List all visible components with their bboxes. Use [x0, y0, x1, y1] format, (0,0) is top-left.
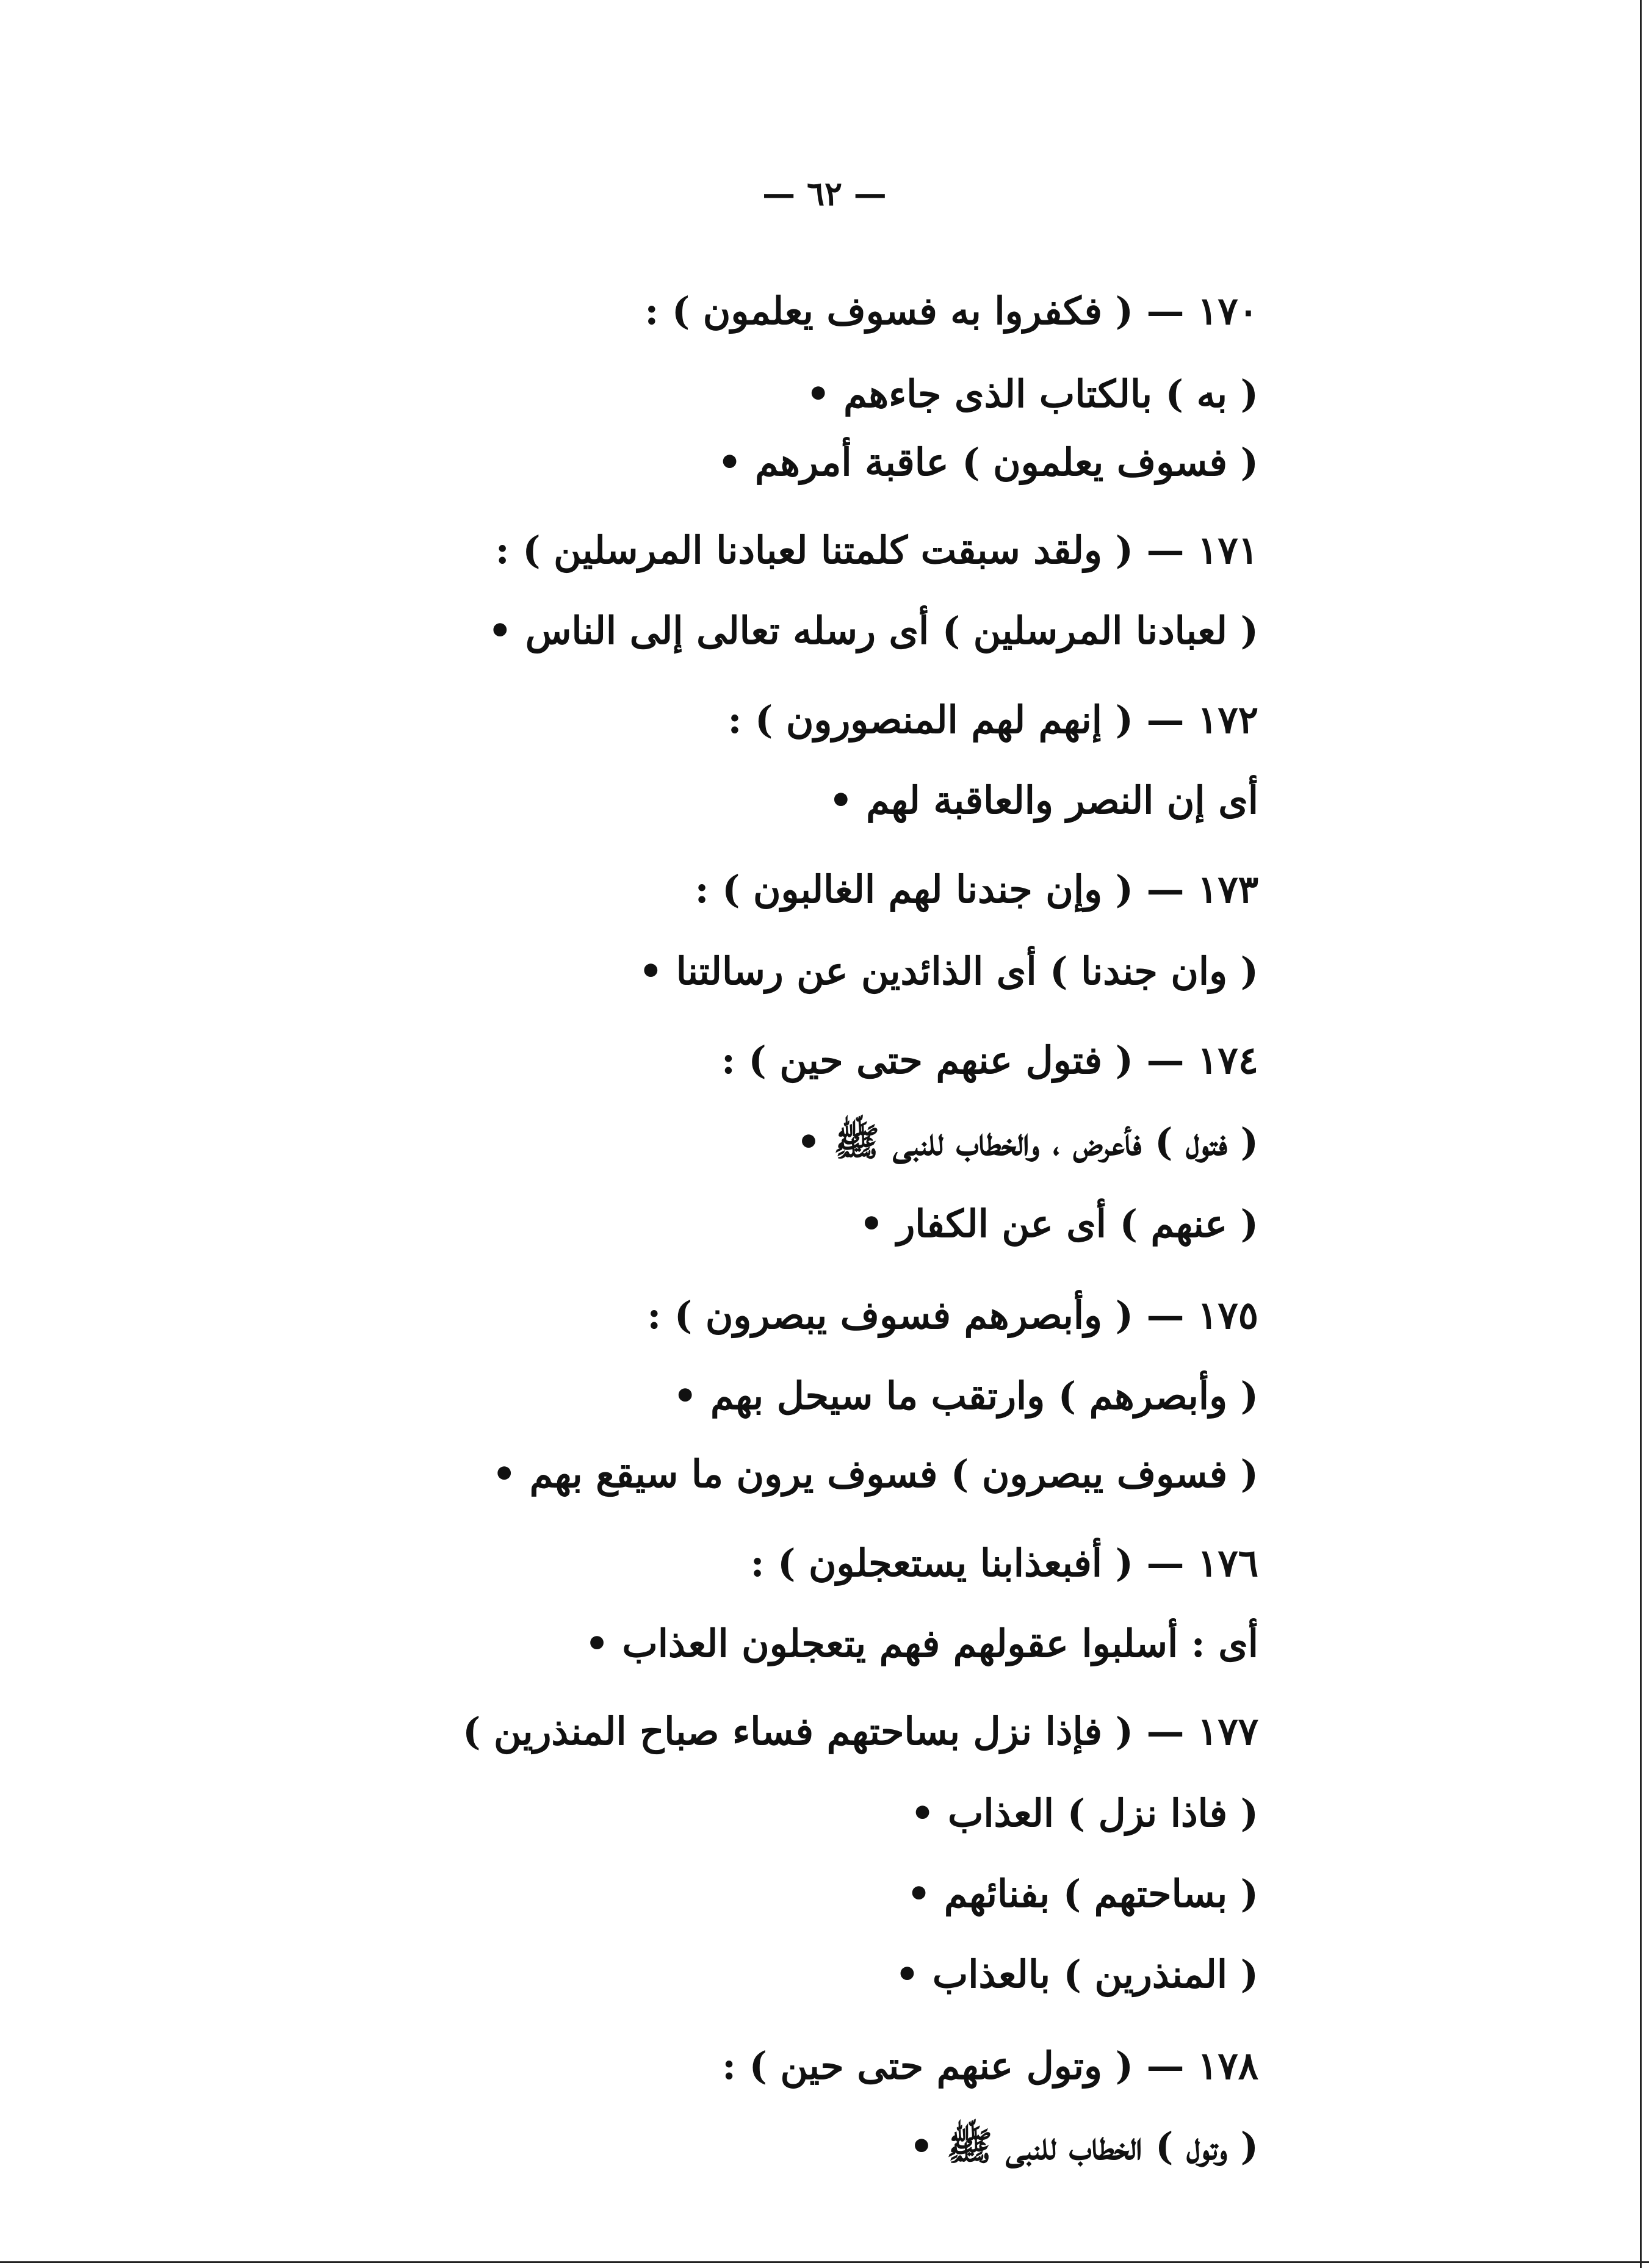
verse-170-gloss-1: ( به ) بالكتاب الذى جاءهم •	[806, 372, 1258, 416]
verse-177-gloss-2: ( بساحتهم ) بفنائهم •	[906, 1871, 1258, 1916]
verse-175-heading: ١٧٥ — ( وأبصرهم فسوف يبصرون ) :	[647, 1293, 1258, 1337]
verse-174-heading: ١٧٤ — ( فتول عنهم حتى حين ) :	[721, 1038, 1258, 1082]
verse-175-gloss-1: ( وأبصرهم ) وارتقب ما سيحل بهم •	[673, 1373, 1258, 1418]
verse-177-gloss-3: ( المنذرين ) بالعذاب •	[895, 1952, 1258, 1996]
verse-171-heading: ١٧١ — ( ولقد سبقت كلمتنا لعبادنا المرسلين ) :	[495, 528, 1258, 572]
verse-177-heading: ١٧٧ — ( فإذا نزل بساحتهم فساء صباح المنذرين )	[463, 1709, 1258, 1754]
verse-178-gloss-1: ( وتول ) الخطاب للنبى ﷺ •	[909, 2124, 1258, 2169]
verse-177-gloss-1: ( فاذا نزل ) العذاب •	[910, 1791, 1258, 1835]
verse-173-heading: ١٧٣ — ( وإن جندنا لهم الغالبون ) :	[695, 867, 1258, 912]
verse-172-heading: ١٧٢ — ( إنهم لهم المنصورون ) :	[727, 697, 1258, 742]
verse-171-gloss-1: ( لعبادنا المرسلين ) أى رسله تعالى إلى الناس •	[488, 608, 1258, 653]
verse-175-gloss-2: ( فسوف يبصرون ) فسوف يرون ما سيقع بهم •	[492, 1452, 1258, 1496]
page-number: — ٦٢ —	[762, 174, 887, 213]
verse-176-gloss-1: أى : أسلبوا عقولهم فهم يتعجلون العذاب •	[585, 1621, 1258, 1666]
verse-173-gloss-1: ( وان جندنا ) أى الذائدين عن رسالتنا •	[638, 949, 1258, 993]
verse-170-gloss-2: ( فسوف يعلمون ) عاقبة أمرهم •	[717, 440, 1258, 484]
verse-174-gloss-1: ( فتول ) فأعرض ، والخطاب للنبى ﷺ •	[796, 1120, 1258, 1164]
verse-178-heading: ١٧٨ — ( وتول عنهم حتى حين ) :	[722, 2043, 1258, 2088]
verse-174-gloss-2: ( عنهم ) أى عن الكفار •	[859, 1201, 1258, 1246]
verse-170-heading: ١٧٠ — ( فكفروا به فسوف يعلمون ) :	[644, 289, 1258, 333]
verse-172-gloss-1: أى إن النصر والعاقبة لهم •	[828, 778, 1258, 823]
verse-176-heading: ١٧٦ — ( أفبعذابنا يستعجلون ) :	[750, 1541, 1258, 1585]
